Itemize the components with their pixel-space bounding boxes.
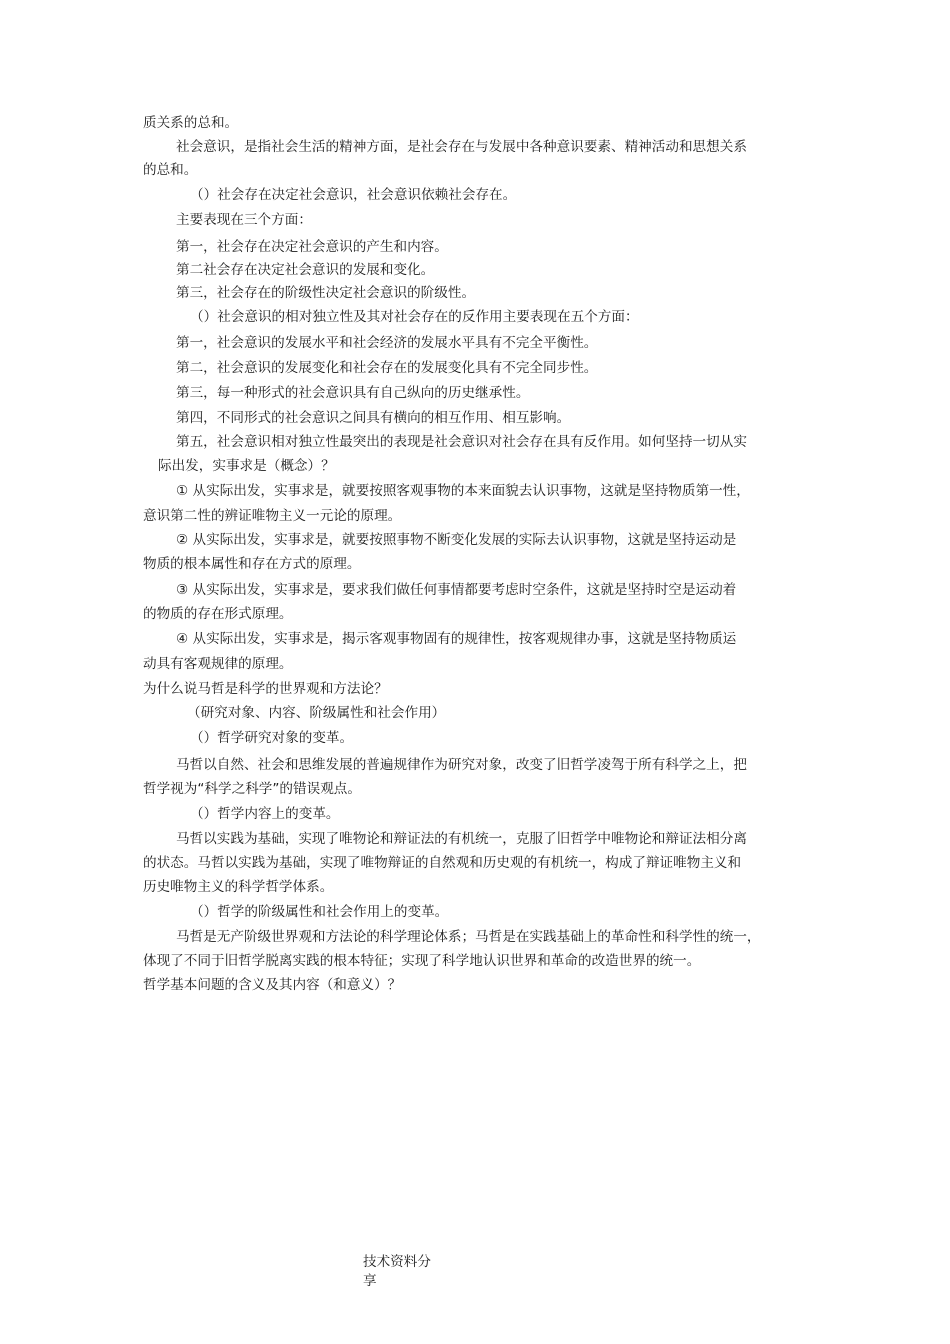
text-line: 历史唯物主义的科学哲学体系。	[143, 879, 334, 895]
text-line: 体现了不同于旧哲学脱离实践的根本特征；实现了科学地认识世界和革命的改造世界的统一。	[143, 953, 701, 969]
text-line: （）哲学研究对象的变革。	[190, 730, 354, 746]
text-line: （）社会意识的相对独立性及其对社会存在的反作用主要表现在五个方面：	[190, 309, 639, 325]
text-line: ① 从实际出发，实事求是，就要按照客观事物的本来面貌去认识事物，这就是坚持物质第一性，	[176, 483, 750, 499]
footer-text-line1: 技术资料分	[363, 1254, 431, 1270]
text-line: （）哲学的阶级属性和社会作用上的变革。	[190, 904, 449, 920]
text-line: 社会意识，是指社会生活的精神方面，是社会存在与发展中各种意识要素、精神活动和思想关系	[176, 139, 747, 155]
text-line: 质关系的总和。	[143, 115, 239, 131]
text-line: 第一，社会意识的发展水平和社会经济的发展水平具有不完全平衡性。	[176, 335, 598, 351]
text-line: 马哲以自然、社会和思维发展的普遍规律作为研究对象，改变了旧哲学凌驾于所有科学之上，把	[176, 757, 747, 773]
text-line: 第一，社会存在决定社会意识的产生和内容。	[176, 239, 448, 255]
text-line: ② 从实际出发，实事求是，就要按照事物不断变化发展的实际去认识事物，这就是坚持运动是	[176, 532, 737, 548]
text-line: （研究对象、内容、阶级属性和社会作用）	[187, 705, 446, 721]
footer-text-line2: 享	[363, 1273, 377, 1289]
text-line: ④ 从实际出发，实事求是，揭示客观事物固有的规律性，按客观规律办事，这就是坚持物质运	[176, 631, 737, 647]
text-line: 为什么说马哲是科学的世界观和方法论？	[143, 681, 388, 697]
text-line: 马哲以实践为基础，实现了唯物论和辩证法的有机统一，克服了旧哲学中唯物论和辩证法相分离	[176, 831, 747, 847]
text-line: 第四，不同形式的社会意识之间具有横向的相互作用、相互影响。	[176, 410, 571, 426]
text-line: 的总和。	[143, 162, 198, 178]
text-line: 哲学基本问题的含义及其内容（和意义）？	[143, 977, 402, 993]
text-line: 动具有客观规律的原理。	[143, 656, 293, 672]
text-line: 的物质的存在形式原理。	[143, 606, 293, 622]
text-line: 第五，社会意识相对独立性最突出的表现是社会意识对社会存在具有反作用。如何坚持一切从实	[176, 434, 747, 450]
text-line: 第三，每一种形式的社会意识具有自己纵向的历史继承性。	[176, 385, 530, 401]
text-line: 际出发，实事求是（概念）？	[158, 458, 335, 474]
text-line: 第三，社会存在的阶级性决定社会意识的阶级性。	[176, 285, 476, 301]
text-line: ③ 从实际出发，实事求是，要求我们做任何事情都要考虑时空条件，这就是坚持时空是运动着	[176, 582, 737, 598]
text-line: 第二社会存在决定社会意识的发展和变化。	[176, 262, 435, 278]
text-line: 主要表现在三个方面：	[176, 212, 312, 228]
text-line: （）社会存在决定社会意识，社会意识依赖社会存在。	[190, 187, 517, 203]
text-line: 的状态。马哲以实践为基础，实现了唯物辩证的自然观和历史观的有机统一，构成了辩证唯物主义和	[143, 855, 742, 871]
text-line: 物质的根本属性和存在方式的原理。	[143, 556, 361, 572]
text-line: 意识第二性的辨证唯物主义一元论的原理。	[143, 508, 402, 524]
text-line: （）哲学内容上的变革。	[190, 806, 340, 822]
text-line: 马哲是无产阶级世界观和方法论的科学理论体系；马哲是在实践基础上的革命性和科学性的统一，	[176, 929, 761, 945]
text-line: 第二，社会意识的发展变化和社会存在的发展变化具有不完全同步性。	[176, 360, 598, 376]
text-line: 哲学视为“科学之科学”的错误观点。	[143, 781, 361, 797]
